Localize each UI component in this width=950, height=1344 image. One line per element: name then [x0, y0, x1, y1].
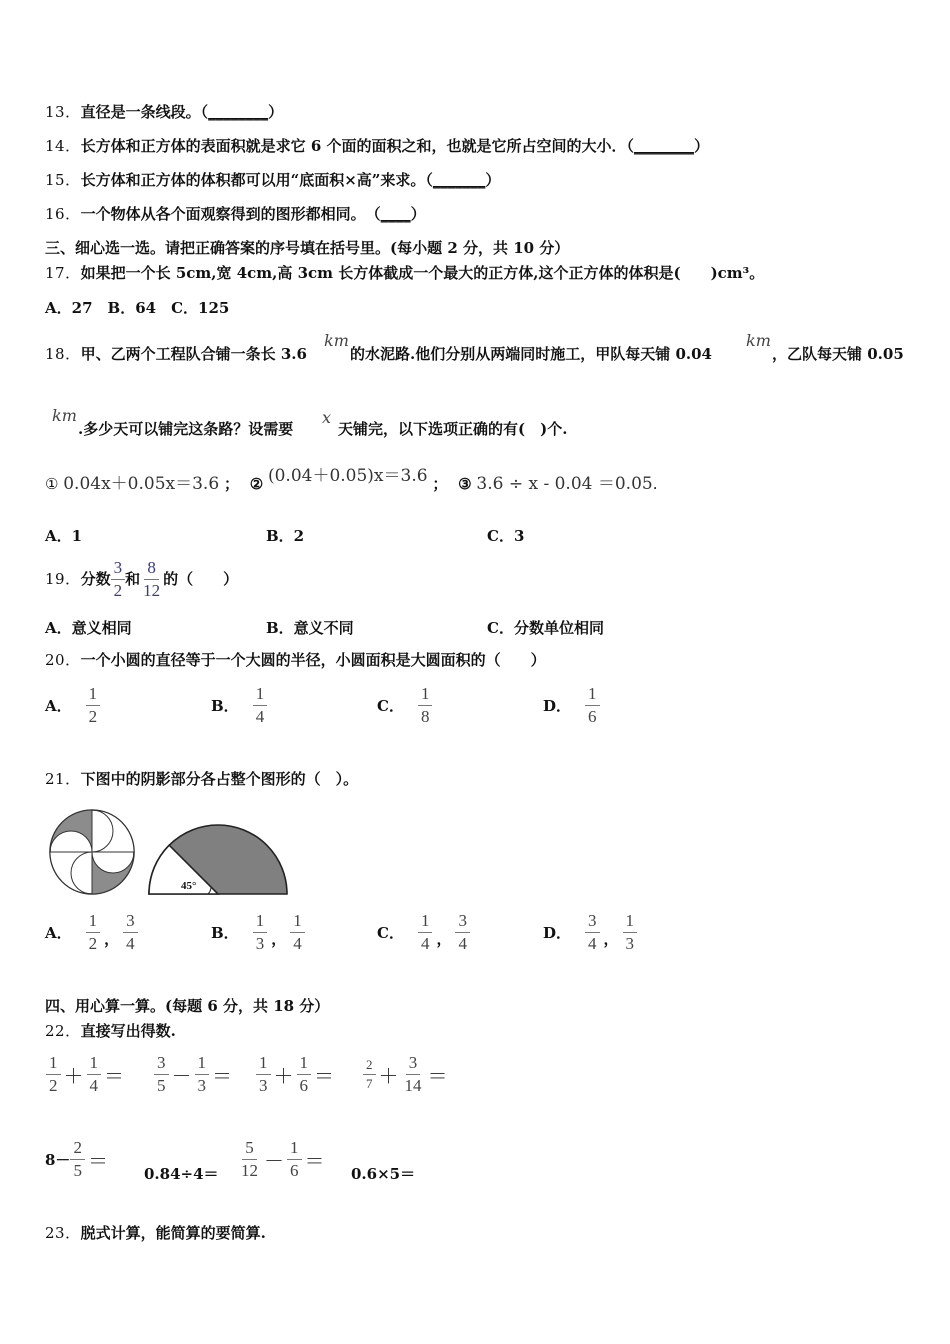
operator: ＋ [63, 1064, 84, 1088]
option-label: C． [377, 697, 404, 715]
question-number: 13． [45, 103, 81, 121]
numerator: 1 [290, 911, 305, 933]
separator: ； [432, 475, 448, 493]
question-number: 19． [45, 570, 81, 588]
denominator: 3 [259, 1076, 268, 1095]
denominator: 2 [49, 1076, 58, 1095]
option-label: A． [45, 697, 72, 715]
fraction [585, 684, 600, 727]
equation-3: 3.6 ÷ x - 0.04 ＝0.05 [476, 474, 653, 494]
calc-item[interactable]: 0.6×5＝ [351, 1165, 416, 1183]
semicircle-figure [145, 820, 291, 898]
option-label: B． [211, 697, 239, 715]
option-a[interactable] [45, 684, 100, 727]
denominator: 12 [143, 580, 161, 600]
option-c[interactable]: C．3 [487, 527, 525, 545]
angle-label: 45° [181, 880, 197, 892]
operator: － [264, 1149, 284, 1173]
fraction [123, 911, 138, 954]
numerator: 1 [195, 1053, 210, 1075]
numerator: 3 [111, 558, 126, 580]
numerator: 1 [253, 684, 268, 706]
question-text: 直接写出得数. [80, 1022, 176, 1040]
fraction [418, 684, 433, 727]
circled-two: ② [249, 475, 264, 493]
answer-blank[interactable]: ____ [380, 205, 411, 223]
close-paren: ） [693, 137, 709, 155]
option-d[interactable] [543, 684, 600, 727]
denominator: 14 [404, 1076, 422, 1095]
numerator: 1 [86, 911, 101, 933]
question-17 [45, 263, 764, 283]
option-label: A． [45, 924, 72, 942]
question-18-line1 [45, 344, 307, 364]
option-b[interactable]: B．意义不同 [266, 619, 354, 637]
fraction [363, 1057, 376, 1092]
fraction [297, 1053, 312, 1096]
fraction [195, 1053, 210, 1096]
question-20 [45, 650, 546, 670]
denominator: 2 [88, 934, 98, 953]
fraction [140, 558, 163, 601]
denominator: 4 [588, 934, 597, 953]
question-13 [45, 102, 283, 122]
fraction [154, 1053, 169, 1096]
option-label: C． [377, 924, 404, 942]
fraction [70, 1138, 85, 1181]
answer-blank[interactable]: _______ [432, 171, 486, 189]
circled-one: ① [45, 475, 59, 493]
fraction [585, 911, 600, 954]
numerator: 2 [363, 1057, 376, 1075]
denominator: 4 [293, 934, 302, 953]
fraction [287, 1138, 302, 1181]
unit-km: km [746, 331, 771, 350]
denominator: 8 [420, 707, 430, 726]
equals-sign[interactable]: ＝ [104, 1064, 124, 1088]
expression-prefix: 8－ [45, 1151, 71, 1169]
fraction [253, 911, 268, 954]
close-paren: ） [485, 171, 501, 189]
close-paren: ） [410, 205, 426, 223]
question-text: 一个物体从各个面观察得到的图形都相同。 （ [80, 205, 381, 223]
question-15 [45, 170, 500, 190]
fraction [111, 558, 126, 601]
fraction [86, 684, 101, 727]
calc-item [154, 1053, 235, 1096]
question-text: 和 [125, 570, 141, 588]
question-text: 一个小圆的直径等于一个大圆的半径，小圆面积是大圆面积的（ ） [80, 651, 546, 669]
question-21 [45, 769, 358, 789]
option-b[interactable] [211, 684, 267, 727]
numerator: 1 [297, 1053, 312, 1075]
denominator: 4 [420, 934, 430, 953]
denominator: 4 [89, 1076, 98, 1095]
fraction [623, 911, 638, 954]
option-c[interactable]: C．分数单位相同 [487, 619, 604, 637]
denominator: 2 [88, 707, 98, 726]
unit-km: km [324, 331, 349, 350]
question-19 [45, 556, 238, 602]
denominator: 7 [366, 1076, 373, 1091]
question-number: 18． [45, 345, 81, 363]
equals-sign[interactable]: ＝ [427, 1064, 448, 1088]
denominator: 3 [625, 934, 635, 953]
circled-three: ③ [458, 475, 472, 493]
question-number: 22． [45, 1022, 81, 1040]
question-17-options[interactable]: A．27 B．64 C．125 [45, 299, 230, 317]
question-text: 直径是一条线段。（ [80, 103, 209, 121]
calc-item [256, 1053, 337, 1096]
calc-item [363, 1053, 451, 1096]
question-number: 15． [45, 171, 81, 189]
numerator: 1 [256, 1053, 271, 1075]
question-number: 20． [45, 651, 81, 669]
equals-sign[interactable]: ＝ [87, 1149, 108, 1173]
equals-sign[interactable]: ＝ [304, 1149, 325, 1173]
question-text: 甲、乙两个工程队合铺一条长 3.6 [80, 345, 307, 363]
question-16 [45, 204, 426, 224]
numerator: 1 [418, 684, 433, 706]
fraction [253, 684, 268, 727]
question-18-equations [45, 466, 658, 494]
unit-km: km [52, 406, 77, 425]
question-18-line1c: ，乙队每天铺 0.05 [772, 345, 904, 363]
option-a[interactable]: A．1 [45, 527, 83, 545]
calc-item [238, 1138, 328, 1181]
numerator: 1 [623, 911, 638, 933]
fraction [86, 911, 101, 954]
circle-swirl-figure [44, 804, 140, 900]
fraction [290, 911, 305, 954]
numerator: 3 [154, 1053, 169, 1075]
option-label: D． [543, 697, 572, 715]
fraction [46, 1053, 61, 1096]
option-label: B． [211, 924, 239, 942]
numerator: 1 [46, 1053, 61, 1075]
question-text: 分数 [80, 570, 111, 588]
denominator: 4 [126, 934, 135, 953]
question-22 [45, 1021, 176, 1041]
option-label: D． [543, 924, 572, 942]
option-a[interactable] [45, 911, 138, 954]
option-c[interactable] [377, 684, 432, 727]
calc-item[interactable]: 0.84÷4＝ [144, 1165, 219, 1183]
denominator: 3 [197, 1076, 206, 1095]
question-number: 21． [45, 770, 81, 788]
period: . [652, 475, 658, 493]
separator: ； [223, 475, 239, 493]
question-number: 16． [45, 205, 81, 223]
question-14 [45, 136, 709, 156]
numerator: 3 [585, 911, 600, 933]
equals-sign[interactable]: ＝ [212, 1064, 232, 1088]
numerator: 3 [123, 911, 138, 933]
fraction [418, 911, 433, 954]
numerator: 5 [242, 1138, 257, 1160]
denominator: 5 [73, 1161, 82, 1180]
numerator: 3 [455, 911, 470, 933]
denominator: 6 [299, 1076, 308, 1095]
numerator: 1 [418, 911, 433, 933]
denominator: 12 [241, 1161, 258, 1180]
option-b[interactable] [211, 911, 305, 954]
equation-1: 0.04x＋0.05x＝3.6 [63, 474, 220, 494]
comma: ， [271, 930, 287, 948]
denominator: 5 [157, 1076, 166, 1095]
comma: ， [104, 930, 120, 948]
option-c[interactable] [377, 911, 470, 954]
question-text: 如果把一个长 5cm,宽 4cm,高 3cm 长方体截成一个最大的正方体,这个正方体的体积是( )cm³。 [80, 264, 765, 282]
fraction [402, 1053, 425, 1096]
calc-item [46, 1053, 127, 1096]
equals-sign[interactable]: ＝ [314, 1064, 334, 1088]
numerator: 3 [406, 1053, 421, 1075]
fraction [238, 1138, 261, 1181]
denominator: 6 [588, 707, 597, 726]
answer-blank[interactable]: ________ [633, 137, 694, 155]
close-paren: ） [268, 103, 284, 121]
question-18-line2b: 天铺完，以下选项正确的有( )个. [338, 420, 568, 438]
fraction [455, 911, 470, 954]
fraction [87, 1053, 102, 1096]
numerator: 1 [287, 1138, 302, 1160]
question-text: 脱式计算，能简算的要简算. [80, 1224, 266, 1242]
numerator: 1 [585, 684, 600, 706]
question-number: 17． [45, 264, 81, 282]
fraction [256, 1053, 271, 1096]
variable-x: x [322, 408, 332, 427]
numerator: 8 [144, 558, 159, 580]
denominator: 4 [458, 934, 467, 953]
question-text: 长方体和正方体的体积都可以用“底面积×高”来求。（ [80, 171, 433, 189]
answer-blank[interactable]: ________ [208, 103, 269, 121]
question-text: 长方体和正方体的表面积就是求它 6 个面的面积之和，也就是它所占空间的大小．（ [80, 137, 634, 155]
operator: ＋ [378, 1064, 399, 1088]
question-23 [45, 1223, 266, 1243]
operator: ＋ [273, 1064, 294, 1088]
section-3-heading: 三、细心选一选。请把正确答案的序号填在括号里。(每小题 2 分，共 10 分） [45, 239, 570, 257]
equation-2: (0.04＋0.05)x＝3.6 [267, 466, 428, 486]
option-d[interactable] [543, 911, 637, 954]
numerator: 1 [86, 684, 101, 706]
calc-item [45, 1138, 111, 1181]
option-b[interactable]: B．2 [266, 527, 305, 545]
numerator: 2 [70, 1138, 85, 1160]
denominator: 3 [255, 934, 265, 953]
operator: － [171, 1064, 192, 1088]
denominator: 4 [255, 707, 265, 726]
comma: ， [436, 930, 452, 948]
question-18-line1b: 的水泥路.他们分别从两端同时施工，甲队每天铺 0.04 [350, 345, 712, 363]
option-a[interactable]: A．意义相同 [45, 619, 132, 637]
denominator: 6 [290, 1161, 299, 1180]
denominator: 2 [113, 580, 123, 600]
question-18-line2a: .多少天可以铺完这条路？设需要 [78, 420, 294, 438]
question-text: 下图中的阴影部分各占整个图形的（ ）。 [80, 770, 359, 788]
section-4-heading: 四、用心算一算。(每题 6 分，共 18 分） [45, 997, 330, 1015]
numerator: 1 [253, 911, 268, 933]
comma: ， [603, 930, 619, 948]
numerator: 1 [87, 1053, 102, 1075]
question-text: 的（ ） [163, 570, 239, 588]
question-number: 14． [45, 137, 81, 155]
question-number: 23． [45, 1224, 81, 1242]
